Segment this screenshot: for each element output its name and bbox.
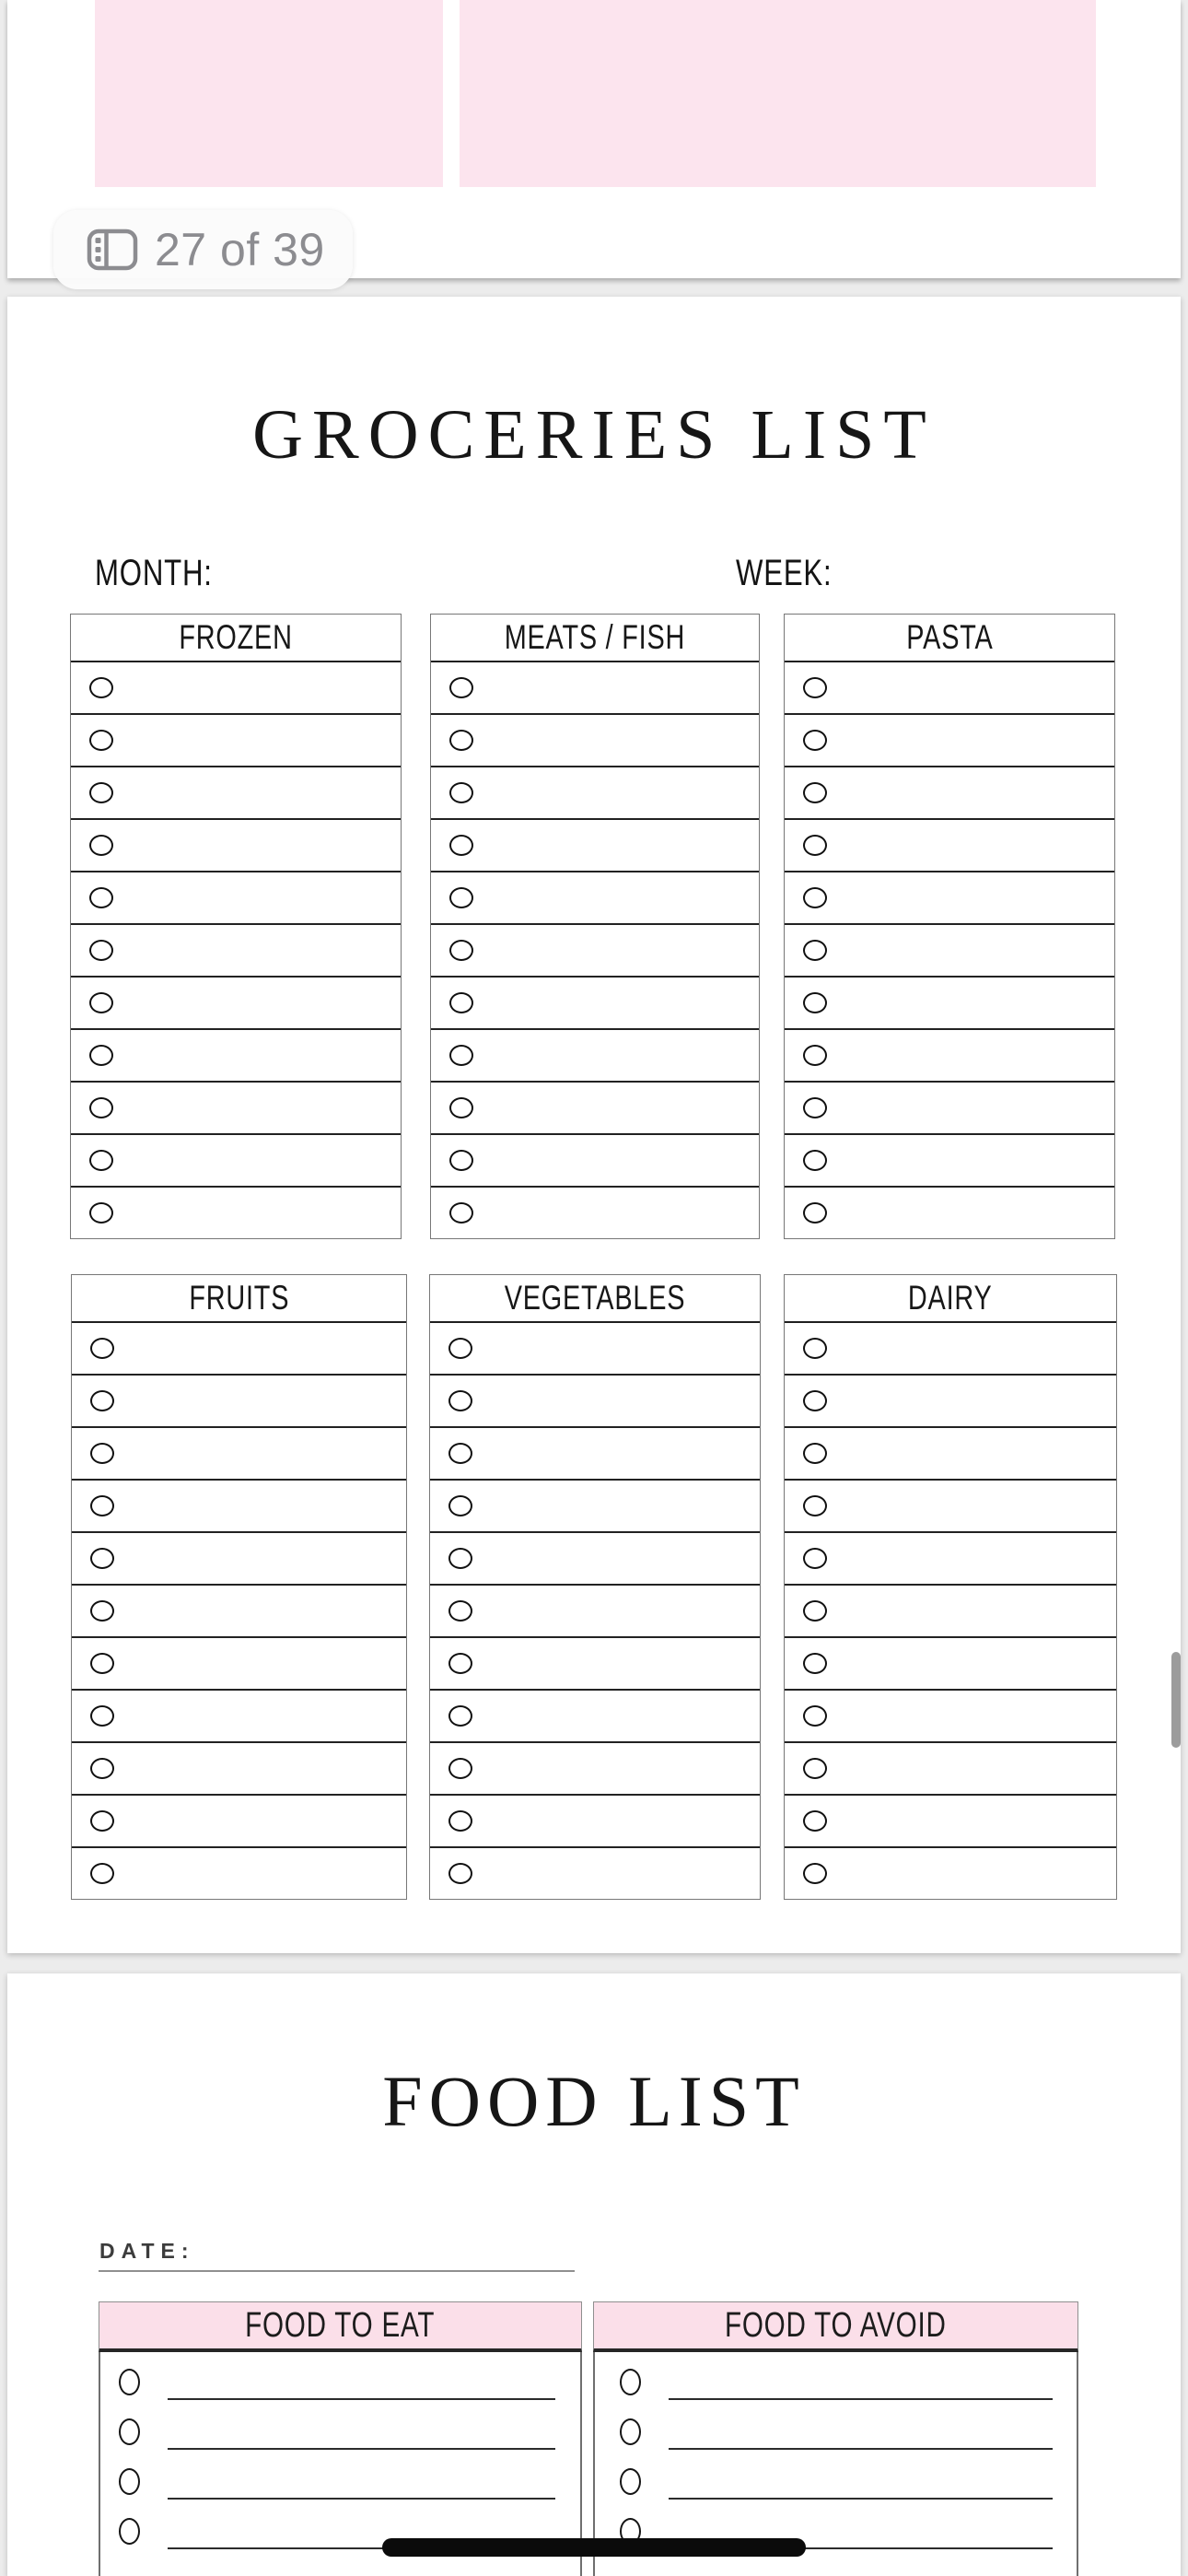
food-item-row [100,2402,580,2452]
grocery-item-row [430,1323,760,1376]
grocery-item-row [71,820,401,872]
table-meats-fish [430,614,760,1239]
table-header: VEGETABLES [430,1275,760,1323]
bullet-circle-icon [90,1495,114,1516]
grocery-item-row [785,1428,1116,1481]
table-dairy [784,1274,1117,1900]
grocery-item-row [430,1428,760,1481]
bullet-circle-icon [89,940,113,961]
bullet-circle-icon [119,2468,140,2495]
grocery-item-row [785,1135,1114,1188]
grocery-item-row [431,662,759,715]
table-body [785,662,1114,1238]
grocery-item-row [71,978,401,1030]
grocery-item-row [71,767,401,820]
writing-line [168,2448,555,2450]
table-fruits [71,1274,407,1900]
grocery-item-row [431,1188,759,1238]
grocery-item-row [785,1533,1116,1586]
bullet-circle-icon [89,1150,113,1171]
writing-line [168,2498,555,2500]
page-indicator-label: 27 of 39 [155,224,325,275]
grocery-item-row [785,715,1114,767]
grocery-item-row [72,1743,406,1796]
bullet-circle-icon [90,1600,114,1622]
bullet-circle-icon [803,1202,827,1224]
bullet-circle-icon [119,2418,140,2445]
writing-line [669,2448,1053,2450]
bullet-circle-icon [89,730,113,751]
grocery-item-row [785,1083,1114,1135]
table-header: FRUITS [72,1275,406,1323]
grocery-item-row [431,1030,759,1083]
bullet-circle-icon [89,992,113,1013]
bullet-circle-icon [449,782,473,803]
table-food-to-avoid [593,2301,1078,2576]
pink-placeholder-block [460,0,1096,187]
bullet-circle-icon [89,1097,113,1118]
grocery-item-row [430,1638,760,1691]
bullet-circle-icon [448,1443,472,1464]
grocery-item-row [430,1743,760,1796]
bullet-circle-icon [803,992,827,1013]
bullet-circle-icon [803,782,827,803]
grocery-item-row [431,1135,759,1188]
table-vegetables [429,1274,761,1900]
grocery-item-row [785,662,1114,715]
grocery-item-row [785,1323,1116,1376]
table-body [72,1323,406,1899]
bullet-circle-icon [803,1758,827,1779]
table-body [71,662,401,1238]
bullet-circle-icon [449,1045,473,1066]
grocery-item-row [785,1743,1116,1796]
table-body [431,662,759,1238]
bullet-circle-icon [803,1150,827,1171]
table-body [785,1323,1116,1899]
bullet-circle-icon [448,1495,472,1516]
table-frozen [70,614,402,1239]
sidebar-pages-icon [87,228,138,271]
food-item-row [100,2352,580,2402]
page-food [7,1973,1181,2576]
grocery-item-row [430,1376,760,1428]
bullet-circle-icon [449,730,473,751]
table-header: DAIRY [785,1275,1116,1323]
grocery-item-row [785,1796,1116,1848]
grocery-item-row [71,1135,401,1188]
grocery-item-row [71,872,401,925]
grocery-item-row [71,925,401,978]
bullet-circle-icon [448,1600,472,1622]
grocery-item-row [785,1188,1114,1238]
bullet-circle-icon [803,1338,827,1359]
bullet-circle-icon [90,1390,114,1411]
bullet-circle-icon [449,677,473,698]
table-food-to-eat [99,2301,582,2576]
table-header: FROZEN [71,615,401,662]
scrollbar-thumb[interactable] [1171,1652,1181,1748]
grocery-item-row [785,767,1114,820]
week-field-label: WEEK: [736,553,833,593]
writing-line [669,2498,1053,2500]
bullet-circle-icon [449,992,473,1013]
grocery-item-row [785,1376,1116,1428]
bullet-circle-icon [449,1150,473,1171]
bullet-circle-icon [803,1390,827,1411]
grocery-item-row [785,1848,1116,1899]
bullet-circle-icon [90,1548,114,1569]
bullet-circle-icon [89,782,113,803]
bullet-circle-icon [89,835,113,856]
grocery-item-row [430,1481,760,1533]
grocery-item-row [72,1848,406,1899]
grocery-item-row [72,1796,406,1848]
bullet-circle-icon [803,1097,827,1118]
grocery-item-row [430,1586,760,1638]
page-indicator-badge[interactable] [53,210,353,289]
grocery-item-row [430,1796,760,1848]
bullet-circle-icon [620,2468,641,2495]
bullet-circle-icon [803,835,827,856]
bullet-circle-icon [448,1338,472,1359]
bullet-circle-icon [803,1863,827,1884]
grocery-item-row [785,820,1114,872]
grocery-item-row [785,1586,1116,1638]
bullet-circle-icon [119,2369,140,2395]
bullet-circle-icon [448,1863,472,1884]
bullet-circle-icon [448,1653,472,1674]
table-header: FOOD TO AVOID [593,2301,1078,2352]
grocery-item-row [785,925,1114,978]
bullet-circle-icon [89,1045,113,1066]
grocery-item-row [785,1691,1116,1743]
grocery-item-row [72,1323,406,1376]
grocery-item-row [431,767,759,820]
bullet-circle-icon [803,1810,827,1832]
food-item-row [595,2352,1077,2402]
home-indicator[interactable] [382,2538,806,2557]
grocery-item-row [430,1533,760,1586]
grocery-item-row [71,1188,401,1238]
grocery-item-row [72,1376,406,1428]
bullet-circle-icon [89,677,113,698]
bullet-circle-icon [449,1202,473,1224]
bullet-circle-icon [90,1810,114,1832]
bullet-circle-icon [620,2418,641,2445]
bullet-circle-icon [90,1653,114,1674]
grocery-item-row [431,1083,759,1135]
grocery-item-row [785,1030,1114,1083]
bullet-circle-icon [803,677,827,698]
grocery-item-row [785,1638,1116,1691]
bullet-circle-icon [449,940,473,961]
bullet-circle-icon [803,1548,827,1569]
bullet-circle-icon [448,1810,472,1832]
table-header: FOOD TO EAT [99,2301,582,2352]
page-title: GROCERIES LIST [252,396,936,474]
bullet-circle-icon [90,1338,114,1359]
bullet-circle-icon [449,887,473,908]
grocery-item-row [72,1586,406,1638]
grocery-item-row [431,925,759,978]
grocery-item-row [431,715,759,767]
bullet-circle-icon [90,1705,114,1727]
table-body [430,1323,760,1899]
grocery-item-row [785,872,1114,925]
bullet-circle-icon [89,887,113,908]
table-pasta [784,614,1115,1239]
grocery-item-row [71,715,401,767]
food-item-row [595,2402,1077,2452]
writing-line [168,2398,555,2400]
grocery-item-row [430,1848,760,1899]
grocery-item-row [71,1083,401,1135]
bullet-circle-icon [448,1548,472,1569]
food-item-row [100,2452,580,2501]
page-title: FOOD LIST [382,2061,806,2141]
writing-line [669,2398,1053,2400]
grocery-item-row [785,978,1114,1030]
grocery-item-row [72,1533,406,1586]
grocery-item-row [72,1428,406,1481]
bullet-circle-icon [803,1443,827,1464]
bullet-circle-icon [803,730,827,751]
grocery-item-row [72,1481,406,1533]
bullet-circle-icon [803,1045,827,1066]
bullet-circle-icon [803,1705,827,1727]
grocery-item-row [431,872,759,925]
bullet-circle-icon [90,1443,114,1464]
grocery-item-row [430,1691,760,1743]
grocery-item-row [71,1030,401,1083]
page-groceries [7,297,1181,1953]
bullet-circle-icon [90,1863,114,1884]
table-header: MEATS / FISH [431,615,759,662]
bullet-circle-icon [448,1390,472,1411]
bullet-circle-icon [449,1097,473,1118]
pink-placeholder-block [95,0,443,187]
grocery-item-row [431,820,759,872]
bullet-circle-icon [620,2369,641,2395]
bullet-circle-icon [448,1758,472,1779]
bullet-circle-icon [803,1495,827,1516]
month-field-label: MONTH: [95,553,213,593]
date-field-label: DATE: [99,2239,195,2263]
bullet-circle-icon [90,1758,114,1779]
bullet-circle-icon [803,1653,827,1674]
grocery-item-row [72,1691,406,1743]
bullet-circle-icon [803,887,827,908]
table-header: PASTA [785,615,1114,662]
grocery-item-row [71,662,401,715]
date-fill-line [99,2270,575,2272]
bullet-circle-icon [89,1202,113,1224]
bullet-circle-icon [449,835,473,856]
grocery-item-row [431,978,759,1030]
bullet-circle-icon [119,2518,140,2545]
grocery-item-row [785,1481,1116,1533]
grocery-item-row [72,1638,406,1691]
food-item-row [595,2452,1077,2501]
bullet-circle-icon [448,1705,472,1727]
bullet-circle-icon [803,940,827,961]
bullet-circle-icon [803,1600,827,1622]
